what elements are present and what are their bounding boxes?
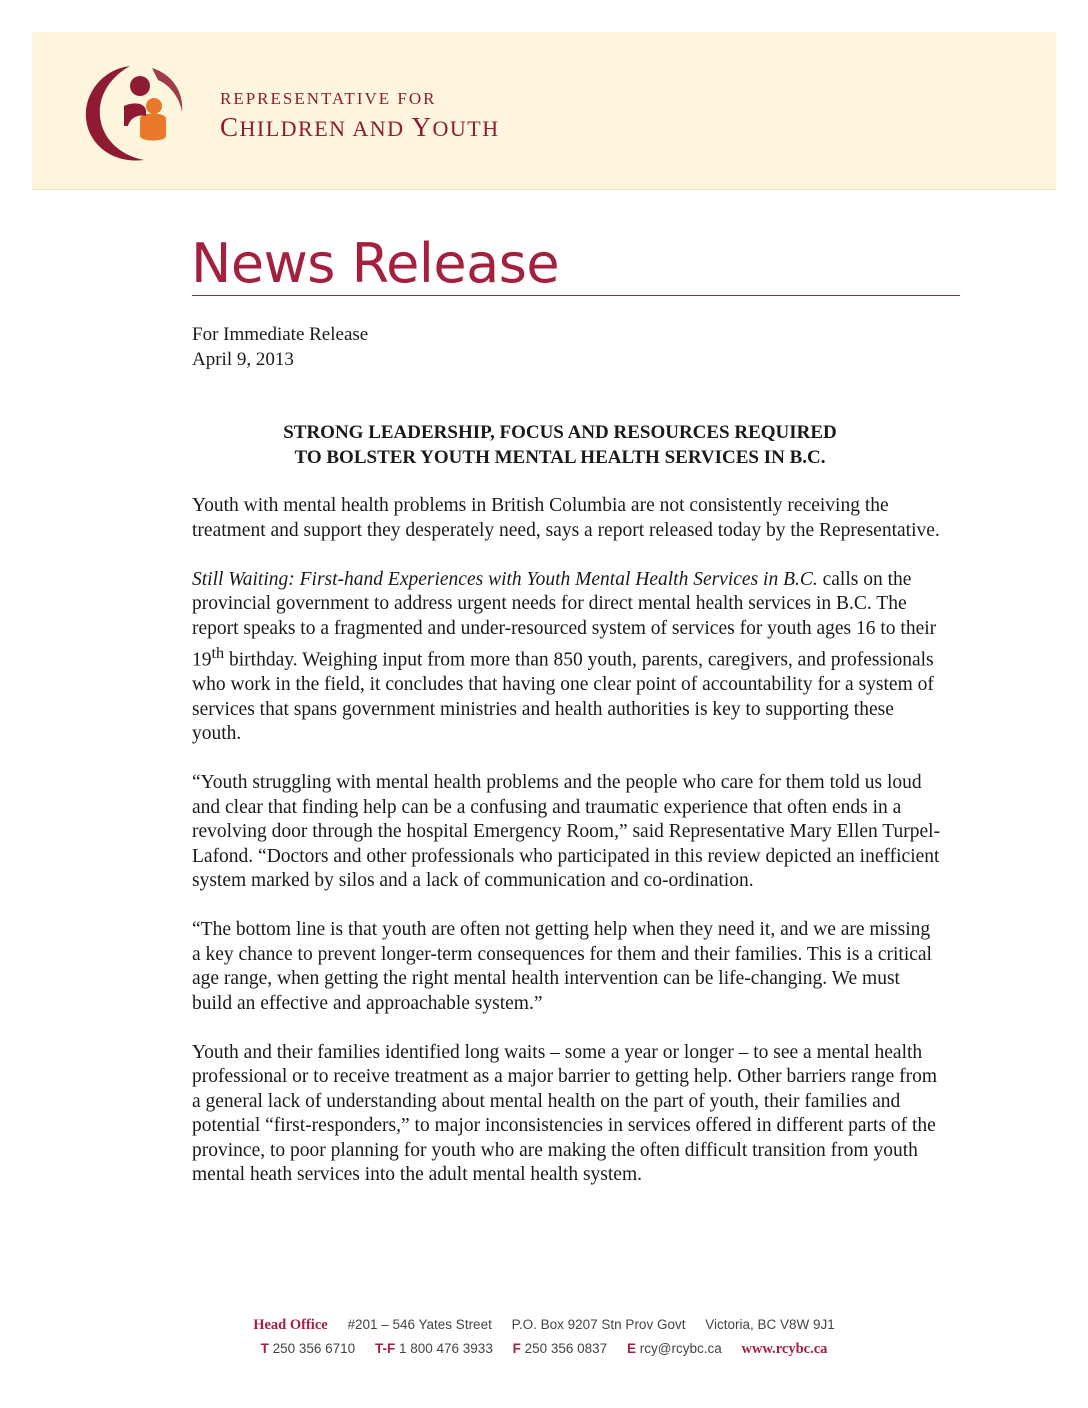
footer-address-line <box>0 1313 1088 1337</box>
city: Victoria, BC V8W 9J1 <box>705 1317 835 1332</box>
paragraph-4: “The bottom line is that youth are often not getting help when they need it, and we are missing a key chance to prevent longer-term consequences for them and their families. This is a critical age range, when getting the right mental health intervention can be life-changing. We must build an effective and approachable system.” <box>192 919 932 1014</box>
po-box: P.O. Box 9207 Stn Prov Govt <box>511 1317 686 1332</box>
website-link[interactable]: www.rcybc.ca <box>741 1341 828 1357</box>
report-title: Still Waiting: First-hand Experiences with Youth Mental Health Services in B.C. <box>192 568 818 590</box>
email-link[interactable]: rcy@rcybc.ca <box>639 1341 722 1356</box>
org-name-line1: REPRESENTATIVE FOR <box>220 89 437 108</box>
release-date: April 9, 2013 <box>192 349 294 370</box>
paragraph-5: Youth and their families identified long waits – some a year or longer – to see a mental health professional or to receive treatment as a major barrier to getting help. Other barriers range from a general lack of understanding about mental health on the part of youth, their families and potential “first-responders,” to major inconsistencies in services offered in different parts of the province, to poor planning for youth who are making the often difficult transition from youth mental heath services into the adult mental health system. <box>192 1041 938 1185</box>
headline-line1: STRONG LEADERSHIP, FOCUS AND RESOURCES REQUIRED <box>283 422 837 443</box>
letterhead-band <box>32 32 1056 190</box>
headline-line2: TO BOLSTER YOUTH MENTAL HEALTH SERVICES IN B.C. <box>294 447 826 468</box>
paragraph-2: Still Waiting: First-hand Experiences with Youth Mental Health Services in B.C. calls on the provincial government to address urgent needs for direct mental health services in B.C. The report speaks to a fragmented and under-resourced system of services for youth ages 16 to their 19th birthday. Weighing input from more than 850 youth, parents, caregivers, and professionals who work in the field, it concludes that having one clear point of accountability for a system of services that spans government ministries and health authorities is key to supporting these youth. <box>192 568 937 744</box>
title-divider <box>192 295 960 296</box>
article-body <box>192 494 942 1188</box>
headline <box>192 420 928 470</box>
paragraph-3: “Youth struggling with mental health problems and the people who care for them told us loud and clear that finding help can be a confusing and traumatic experience that often ends in a revolving door through the hospital Emergency Room,” said Representative Mary Ellen Turpel-Lafond. “Doctors and other professionals who participated in this review depicted an inefficient system marked by silos and a lack of communication and co-ordination. <box>192 772 941 891</box>
footer-contact-line: T 250 356 6710 T-F 1 800 476 3933 F 250 356 0837 E rcy@rcybc.ca www.rcybc.ca <box>260 1341 828 1357</box>
page-title: News Release <box>191 232 560 295</box>
release-status: For Immediate Release <box>192 324 369 345</box>
organization-name <box>220 88 500 142</box>
fax: 250 356 0837 <box>524 1341 608 1356</box>
footer <box>0 1313 1088 1361</box>
release-info <box>192 322 368 372</box>
street-address: #201 – 546 Yates Street <box>347 1317 492 1332</box>
office-label: Head Office <box>253 1317 328 1333</box>
paragraph-1: Youth with mental health problems in British Columbia are not consistently receiving the treatment and support they desperately need, says a report released today by the Representative. <box>192 495 940 541</box>
toll-free: 1 800 476 3933 <box>398 1341 493 1356</box>
org-name-line2: CHILDREN AND YOUTH <box>220 112 500 142</box>
rcy-logo-icon <box>82 56 192 166</box>
phone: 250 356 6710 <box>272 1341 356 1356</box>
